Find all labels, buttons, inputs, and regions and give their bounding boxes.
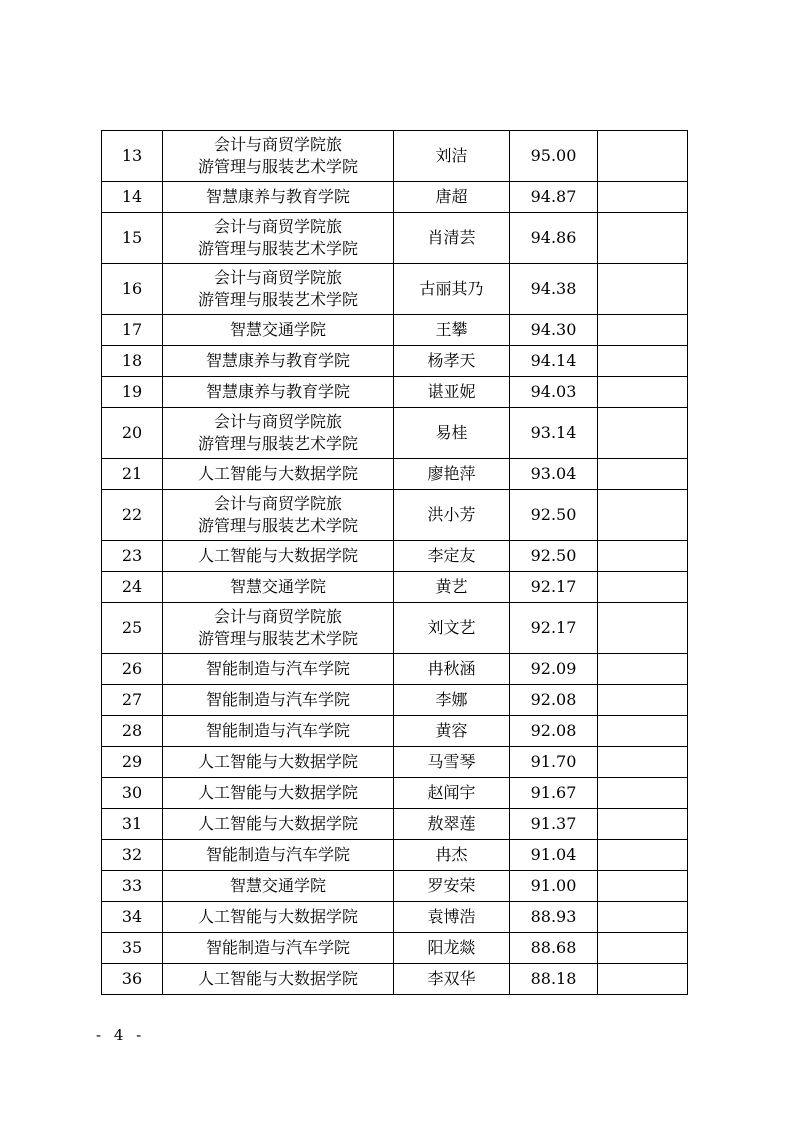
score-cell: 92.08 [510,716,598,747]
remark-cell [598,346,688,377]
college-name-line: 会计与商贸学院旅 [213,494,342,513]
remark-cell [598,315,688,346]
college-cell [163,747,394,778]
remark-cell [598,871,688,902]
college-cell [163,182,394,213]
table-row [102,459,688,490]
score-cell: 92.50 [510,541,598,572]
row-number: 32 [102,840,163,871]
college-name-line: 智慧康养与教育学院 [205,382,350,401]
college-name-line: 智慧康养与教育学院 [205,351,350,370]
student-name: 杨孝天 [394,346,510,377]
college-cell [163,131,394,182]
college-name-line: 智慧交通学院 [229,577,326,596]
row-number: 23 [102,541,163,572]
row-number: 36 [102,964,163,995]
row-number: 16 [102,264,163,315]
score-cell: 91.70 [510,747,598,778]
college-cell [163,264,394,315]
table-row [102,902,688,933]
college-name-line: 会计与商贸学院旅 [213,607,342,626]
row-number: 20 [102,408,163,459]
remark-cell [598,716,688,747]
college-cell [163,902,394,933]
score-cell: 92.50 [510,490,598,541]
student-name: 唐超 [394,182,510,213]
row-number: 25 [102,603,163,654]
score-cell: 92.08 [510,685,598,716]
score-cell: 88.18 [510,964,598,995]
table-row [102,603,688,654]
score-cell: 91.04 [510,840,598,871]
table-row [102,747,688,778]
score-cell: 93.14 [510,408,598,459]
college-cell [163,490,394,541]
college-name-line: 智慧交通学院 [229,320,326,339]
remark-cell [598,964,688,995]
college-cell [163,964,394,995]
remark-cell [598,572,688,603]
student-name: 黄艺 [394,572,510,603]
table-row [102,541,688,572]
college-name-line: 游管理与服装艺术学院 [197,434,358,453]
student-name: 冉杰 [394,840,510,871]
score-cell: 93.04 [510,459,598,490]
table-row [102,778,688,809]
remark-cell [598,933,688,964]
student-name: 谌亚妮 [394,377,510,408]
score-cell: 88.68 [510,933,598,964]
table-row [102,408,688,459]
student-name: 王攀 [394,315,510,346]
college-name-line: 智能制造与汽车学院 [205,938,350,957]
remark-cell [598,490,688,541]
college-cell [163,377,394,408]
table-row [102,213,688,264]
college-cell [163,840,394,871]
score-cell: 91.37 [510,809,598,840]
college-cell [163,459,394,490]
remark-cell [598,131,688,182]
row-number: 35 [102,933,163,964]
remark-cell [598,377,688,408]
student-name: 罗安荣 [394,871,510,902]
college-name-line: 人工智能与大数据学院 [197,464,358,483]
college-name-line: 游管理与服装艺术学院 [197,157,358,176]
student-name: 黄容 [394,716,510,747]
student-name: 袁博浩 [394,902,510,933]
table-row [102,840,688,871]
student-name: 洪小芳 [394,490,510,541]
college-name-line: 智慧交通学院 [229,876,326,895]
college-name-line: 会计与商贸学院旅 [213,412,342,431]
row-number: 19 [102,377,163,408]
college-name-line: 智能制造与汽车学院 [205,690,350,709]
row-number: 29 [102,747,163,778]
college-name-line: 人工智能与大数据学院 [197,907,358,926]
college-cell [163,871,394,902]
college-name-line: 会计与商贸学院旅 [213,217,342,236]
table-row [102,490,688,541]
table-row [102,933,688,964]
remark-cell [598,809,688,840]
row-number: 34 [102,902,163,933]
row-number: 17 [102,315,163,346]
score-cell: 91.00 [510,871,598,902]
college-name-line: 智慧康养与教育学院 [205,187,350,206]
table-row [102,716,688,747]
college-name-line: 游管理与服装艺术学院 [197,290,358,309]
student-name: 刘洁 [394,131,510,182]
student-name: 李定友 [394,541,510,572]
college-name-line: 智能制造与汽车学院 [205,721,350,740]
table-row [102,685,688,716]
score-cell: 91.67 [510,778,598,809]
remark-cell [598,902,688,933]
college-cell [163,809,394,840]
row-number: 15 [102,213,163,264]
student-name: 冉秋涵 [394,654,510,685]
ranking-table [101,130,688,995]
page-number: - 4 - [96,1026,146,1044]
college-cell [163,541,394,572]
college-name-line: 游管理与服装艺术学院 [197,239,358,258]
student-name: 马雪琴 [394,747,510,778]
remark-cell [598,685,688,716]
remark-cell [598,778,688,809]
score-cell: 94.86 [510,213,598,264]
row-number: 31 [102,809,163,840]
college-cell [163,685,394,716]
score-cell: 88.93 [510,902,598,933]
college-name-line: 人工智能与大数据学院 [197,752,358,771]
row-number: 14 [102,182,163,213]
score-cell: 94.30 [510,315,598,346]
college-cell [163,213,394,264]
remark-cell [598,459,688,490]
remark-cell [598,264,688,315]
college-cell [163,408,394,459]
college-cell [163,654,394,685]
table-row [102,964,688,995]
table-row [102,871,688,902]
row-number: 13 [102,131,163,182]
remark-cell [598,747,688,778]
score-cell: 94.38 [510,264,598,315]
row-number: 33 [102,871,163,902]
college-name-line: 游管理与服装艺术学院 [197,629,358,648]
college-cell [163,315,394,346]
row-number: 24 [102,572,163,603]
table-row [102,182,688,213]
row-number: 22 [102,490,163,541]
college-name-line: 人工智能与大数据学院 [197,546,358,565]
remark-cell [598,182,688,213]
table-row [102,346,688,377]
table-row [102,315,688,346]
college-name-line: 游管理与服装艺术学院 [197,516,358,535]
college-name-line: 智能制造与汽车学院 [205,659,350,678]
score-cell: 92.17 [510,603,598,654]
remark-cell [598,213,688,264]
college-name-line: 会计与商贸学院旅 [213,135,342,154]
score-cell: 92.09 [510,654,598,685]
row-number: 26 [102,654,163,685]
score-cell: 92.17 [510,572,598,603]
student-name: 李娜 [394,685,510,716]
row-number: 28 [102,716,163,747]
row-number: 30 [102,778,163,809]
student-name: 廖艳萍 [394,459,510,490]
remark-cell [598,603,688,654]
college-cell [163,778,394,809]
college-cell [163,716,394,747]
table-row [102,572,688,603]
table-row [102,131,688,182]
row-number: 27 [102,685,163,716]
score-cell: 94.14 [510,346,598,377]
college-name-line: 人工智能与大数据学院 [197,969,358,988]
row-number: 21 [102,459,163,490]
college-cell [163,933,394,964]
student-name: 刘文艺 [394,603,510,654]
table-row [102,264,688,315]
college-name-line: 人工智能与大数据学院 [197,783,358,802]
table-body [102,131,688,995]
college-cell [163,603,394,654]
score-cell: 94.87 [510,182,598,213]
student-name: 赵闻宇 [394,778,510,809]
table-row [102,809,688,840]
student-name: 阳龙燚 [394,933,510,964]
row-number: 18 [102,346,163,377]
college-name-line: 人工智能与大数据学院 [197,814,358,833]
student-name: 李双华 [394,964,510,995]
student-name: 敖翠莲 [394,809,510,840]
table-row [102,377,688,408]
student-name: 肖清芸 [394,213,510,264]
college-cell [163,572,394,603]
student-name: 易桂 [394,408,510,459]
remark-cell [598,654,688,685]
college-name-line: 智能制造与汽车学院 [205,845,350,864]
table-row [102,654,688,685]
remark-cell [598,840,688,871]
score-cell: 95.00 [510,131,598,182]
college-cell [163,346,394,377]
college-name-line: 会计与商贸学院旅 [213,268,342,287]
score-cell: 94.03 [510,377,598,408]
remark-cell [598,408,688,459]
remark-cell [598,541,688,572]
student-name: 古丽其乃 [394,264,510,315]
